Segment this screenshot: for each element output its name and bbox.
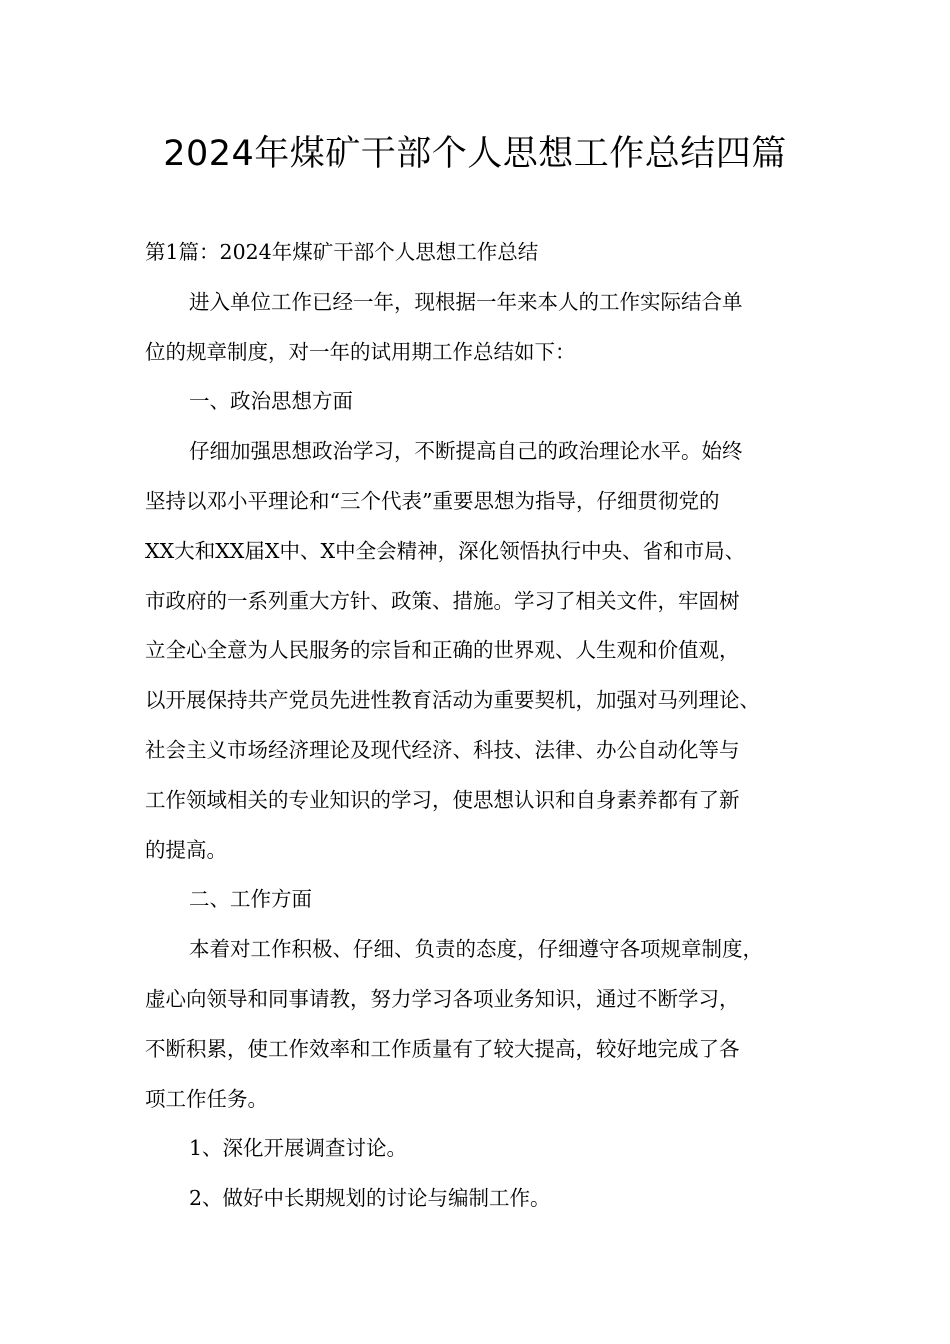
paragraph-line: 仔细加强思想政治学习，不断提高自己的政治理论水平。始终 bbox=[189, 439, 743, 464]
document-title: 2024年煤矿干部个人思想工作总结四篇 bbox=[163, 134, 787, 174]
document-body bbox=[145, 228, 829, 1224]
paragraph-line: 不断积累，使工作效率和工作质量有了较大提高，较好地完成了各 bbox=[145, 1036, 740, 1061]
subheading-work: 二、工作方面 bbox=[189, 887, 312, 912]
subheading-political: 一、政治思想方面 bbox=[189, 389, 353, 414]
paragraph-line: 虚心向领导和同事请教，努力学习各项业务知识，通过不断学习， bbox=[145, 986, 740, 1011]
paragraph-line: 本着对工作积极、仔细、负责的态度，仔细遵守各项规章制度， bbox=[189, 937, 763, 962]
paragraph-line: 社会主义市场经济理论及现代经济、科技、法律、办公自动化等与 bbox=[145, 737, 740, 762]
paragraph-line: 立全心全意为人民服务的宗旨和正确的世界观、人生观和价值观， bbox=[145, 638, 740, 663]
paragraph-line: 项工作任务。 bbox=[145, 1086, 268, 1111]
paragraph-line: 位的规章制度，对一年的试用期工作总结如下： bbox=[145, 339, 576, 364]
paragraph-line: 以开展保持共产党员先进性教育活动为重要契机，加强对马列理论、 bbox=[145, 688, 760, 713]
paragraph-line: 工作领域相关的专业知识的学习，使思想认识和自身素养都有了新 bbox=[145, 787, 740, 812]
section-heading-1: 第1篇：2024年煤矿干部个人思想工作总结 bbox=[145, 240, 539, 264]
paragraph-line: 进入单位工作已经一年，现根据一年来本人的工作实际结合单 bbox=[189, 289, 743, 314]
paragraph-line: 坚持以邓小平理论和“三个代表”重要思想为指导，仔细贯彻党的 bbox=[145, 488, 720, 513]
paragraph-line: XX大和XX届X中、X中全会精神，深化领悟执行中央、省和市局、 bbox=[145, 538, 746, 563]
list-item: 1、深化开展调查讨论。 bbox=[189, 1136, 408, 1161]
paragraph-line: 市政府的一系列重大方针、政策、措施。学习了相关文件，牢固树 bbox=[145, 588, 740, 613]
list-item: 2、做好中长期规划的讨论与编制工作。 bbox=[189, 1186, 551, 1211]
paragraph-line: 的提高。 bbox=[145, 837, 227, 862]
